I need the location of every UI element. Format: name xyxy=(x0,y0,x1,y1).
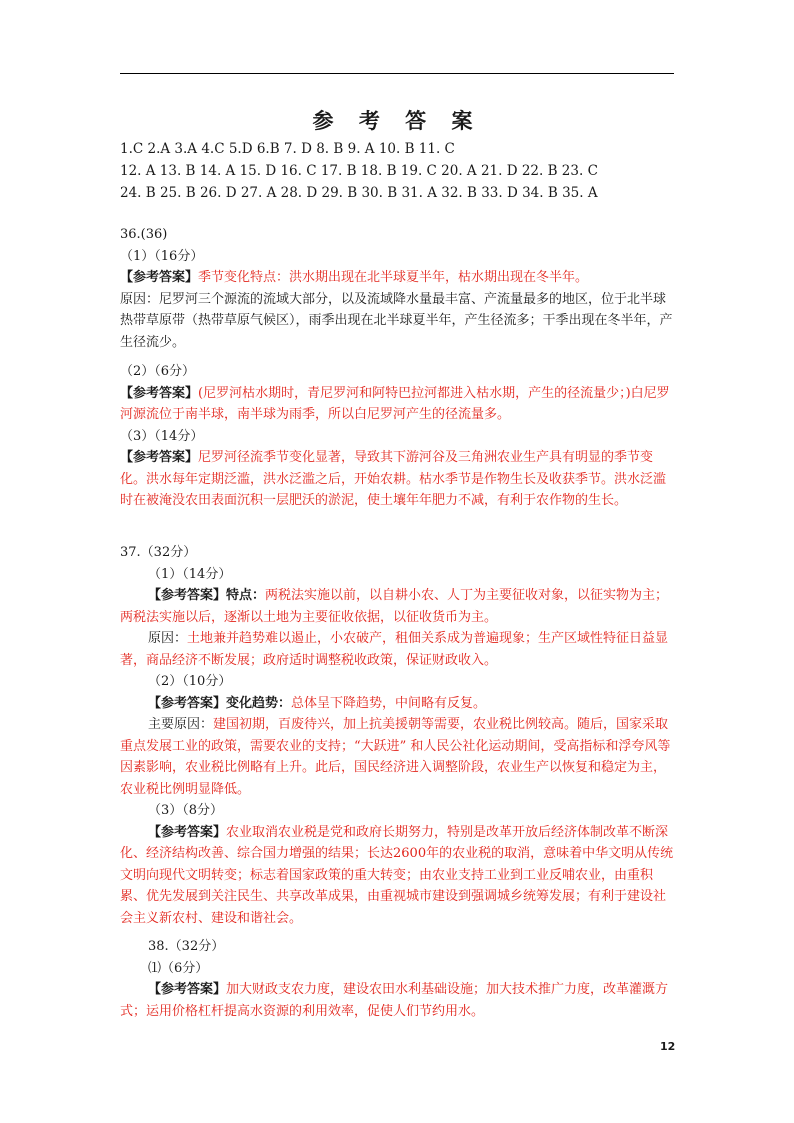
q36-part2-label: （2）（6分） xyxy=(120,364,196,379)
answer-text: 季节变化特点：洪水期出现在北半球夏半年，枯水期出现在冬半年。 xyxy=(198,270,589,285)
question-36 xyxy=(120,224,676,512)
answer-tag: 【参考答案】变化趋势： xyxy=(148,695,292,711)
answer-text: 尼罗河径流季节变化显著，导致其下游河谷及三角洲农业生产具有明显的季节变化。洪水每年定期泛滥，洪水泛滥之后，开始农耕。枯水季节是作物生长及收获季节。洪水泛滥时在被淹没农田表面沉积一层肥沃的淤泥，使土壤年年肥力不减，有利于农作物的生长。 xyxy=(120,450,667,508)
page-title: 参 考 答 案 xyxy=(312,108,482,133)
q36-part1-reason: 原因：尼罗河三个源流的流域大部分，以及流域降水量最丰富、产流量最多的地区，位于北半球热带草原带（热带草原气候区），雨季出现在北半球夏半年，产生径流多；干季出现在冬半年，产生径流少。 xyxy=(120,291,673,350)
q38-part1-label: ⑴（6分） xyxy=(148,960,209,976)
mc-answers-line-1: 1.C 2.A 3.A 4.C 5.D 6.B 7. D 8. B 9. A 10. B 11. C xyxy=(120,141,455,157)
reason-text: 土地兼并趋势难以遏止，小农破产，租佃关系成为普遍现象；生产区域性特征日益显著，商品经济不断发展；政府适时调整税收政策，保证财政收入。 xyxy=(120,631,669,668)
q37-header: 37.（32分） xyxy=(120,545,197,560)
q36-part3-answer xyxy=(120,447,676,512)
reason-label: 原因： xyxy=(148,631,188,646)
answer-text: 农业取消农业税是党和政府长期努力，特别是改革开放后经济体制改革不断深化、经济结构改善、综合国力增强的结果；长达2600年的农业税的取消，意味着中华文明从传统文明向现代文明转变；标志着国家政策的重大转变；由农业支持工业到工业反哺农业，由重积累、优先发展到关注民生、共享改革成果，由重视城市建设到强调城乡统筹发展；有利于建设社会主义新农村、建设和谐社会。 xyxy=(120,824,674,926)
answer-tag: 【参考答案】 xyxy=(148,824,227,840)
q36-header: 36.(36) xyxy=(120,227,168,242)
q36-part1-label: （1）（16分） xyxy=(120,248,204,264)
q37-part3-label: （3）（8分） xyxy=(148,803,224,818)
q36-part2-answer xyxy=(120,383,676,426)
q37-part2-answer xyxy=(120,693,676,715)
answer-tag: 【参考答案】 xyxy=(148,982,227,997)
answer-tag: 【参考答案】 xyxy=(120,270,199,285)
answer-tag: 【参考答案】 xyxy=(120,385,199,401)
mc-answers-line-3: 24. B 25. B 26. D 27. A 28. D 29. B 30. B 31. A 32. B 33. D 34. B 35. A xyxy=(120,185,598,201)
answer-text: 两税法实施以前，以自耕小农、人丁为主要征收对象，以征实物为主；两税法实施以后，逐渐以土地为主要征收依据，以征收货币为主。 xyxy=(120,588,669,625)
question-37 xyxy=(120,542,676,929)
header-rule xyxy=(120,73,674,74)
q37-part1-label: （1）（14分） xyxy=(148,566,232,582)
reason-text: 建国初期，百废待兴，加上抗美援朝等需要，农业税比例较高。随后，国家采取重点发展工业的政策，需要农业的支持；“大跃进” 和人民公社化运动期间，受高指标和浮夸风等因素影响，农业税比例略有上升。此后，国民经济进入调整阶段，农业生产以恢复和稳定为主，农业税比例明显降低。 xyxy=(120,717,671,797)
answer-text: 加大财政支农力度，建设农田水利基础设施；加大技术推广力度，改革灌溉方式；运用价格杠杆提高水资源的利用效率，促使人们节约用水。 xyxy=(120,982,669,1019)
q37-part1-answer xyxy=(120,585,676,628)
q37-part2-reason xyxy=(120,714,676,800)
mc-answers-line-2: 12. A 13. B 14. A 15. D 16. C 17. B 18. B 19. C 20. A 21. D 22. B 23. C xyxy=(120,163,598,179)
answer-tag: 【参考答案】 xyxy=(120,450,199,465)
answer-text: 总体呈下降趋势，中间略有反复。 xyxy=(291,695,487,711)
q36-part1-answer xyxy=(120,267,676,289)
q37-part3-answer xyxy=(120,822,676,930)
q36-part3-label: （3）（14分） xyxy=(120,428,204,444)
question-38 xyxy=(120,936,676,1022)
answer-tag: 【参考答案】特点： xyxy=(148,588,266,603)
page-number: 12 xyxy=(660,1040,676,1053)
q38-part1-answer xyxy=(120,979,676,1022)
q37-part1-reason xyxy=(120,628,676,671)
reason-label: 主要原因： xyxy=(148,717,214,732)
answer-text: (尼罗河枯水期时，青尼罗河和阿特巴拉河都进入枯水期，产生的径流量少；)白尼罗河源流位于南半球，南半球为雨季，所以白尼罗河产生的径流量多。 xyxy=(120,385,670,422)
q38-header: 38.（32分） xyxy=(148,939,225,954)
q37-part2-label: （2）（10分） xyxy=(148,674,232,689)
